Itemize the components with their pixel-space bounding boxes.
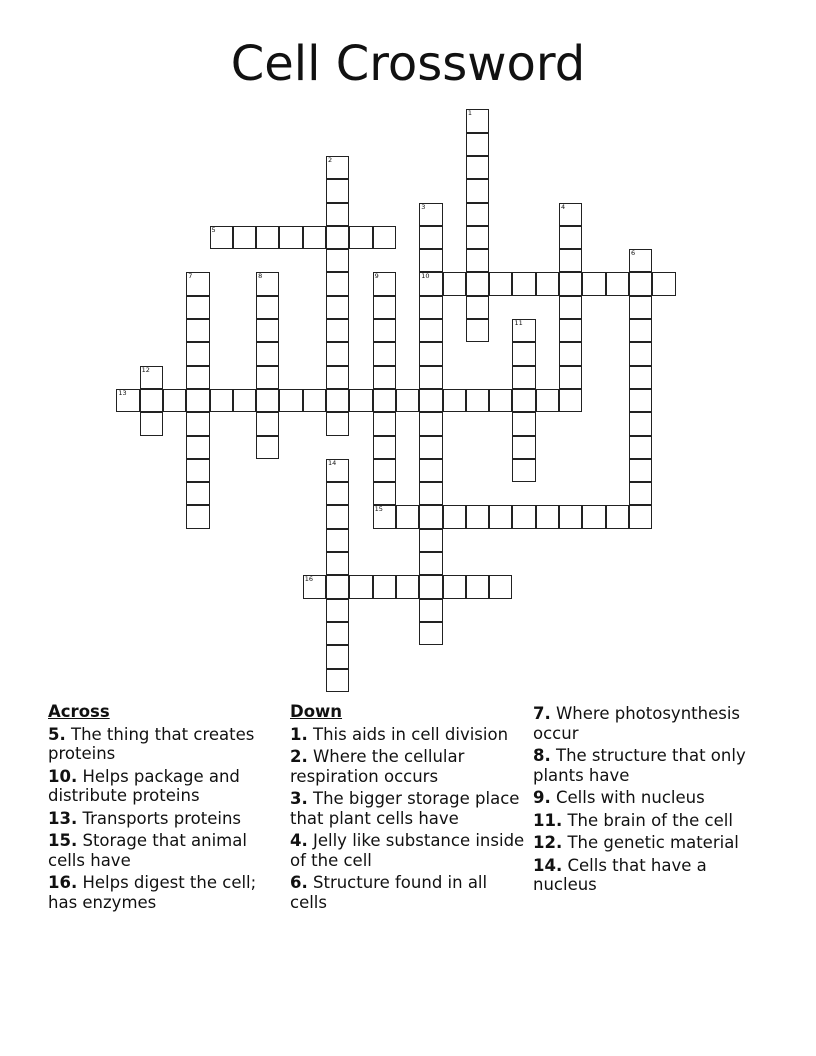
down-clue-14 — [533, 856, 768, 895]
grid-cell[interactable] — [629, 342, 652, 365]
clue-text: The bigger storage place that plant cells have — [290, 789, 520, 828]
grid-cell[interactable] — [140, 366, 163, 389]
grid-cell[interactable] — [326, 249, 349, 272]
grid-cell[interactable] — [326, 203, 349, 226]
grid-cell[interactable] — [419, 272, 442, 295]
clue-number: 14 — [328, 458, 337, 467]
clue-number: 5 — [211, 225, 216, 234]
clue-number: 12. — [533, 833, 563, 852]
grid-cell[interactable] — [186, 296, 209, 319]
grid-cell[interactable] — [349, 575, 372, 598]
grid-cell[interactable] — [233, 226, 256, 249]
clue-number: 10 — [421, 272, 430, 281]
grid-cell[interactable] — [512, 366, 535, 389]
grid-cell[interactable] — [419, 389, 442, 412]
grid-cell[interactable] — [349, 389, 372, 412]
grid-cell[interactable] — [186, 412, 209, 435]
clue-number: 6 — [630, 249, 636, 258]
grid-cell[interactable] — [629, 319, 652, 342]
down-clue-2 — [290, 747, 525, 786]
clue-number: 13 — [118, 388, 127, 397]
grid-cell[interactable] — [629, 412, 652, 435]
grid-cell[interactable] — [466, 296, 489, 319]
grid-cell[interactable] — [186, 366, 209, 389]
grid-cell[interactable] — [186, 389, 209, 412]
clue-text: Structure found in all cells — [290, 873, 488, 912]
clue-number: 7 — [188, 272, 193, 281]
grid-cell[interactable] — [186, 482, 209, 505]
grid-cell[interactable] — [303, 226, 326, 249]
grid-cell[interactable] — [419, 366, 442, 389]
grid-cell[interactable] — [466, 389, 489, 412]
grid-cell[interactable] — [116, 389, 139, 412]
grid-cell[interactable] — [326, 575, 349, 598]
clue-number: 15 — [374, 505, 383, 514]
grid-cell[interactable] — [443, 272, 466, 295]
grid-cell[interactable] — [326, 529, 349, 552]
down-clue-8 — [533, 746, 768, 785]
grid-cell[interactable] — [326, 645, 349, 668]
grid-cell[interactable] — [326, 412, 349, 435]
grid-cell[interactable] — [419, 622, 442, 645]
grid-cell[interactable] — [396, 575, 419, 598]
grid-cell[interactable] — [373, 459, 396, 482]
clue-text: Where the cellular respiration occurs — [290, 747, 465, 786]
grid-cell[interactable] — [559, 366, 582, 389]
grid-cell[interactable] — [559, 226, 582, 249]
grid-cell[interactable] — [186, 436, 209, 459]
grid-cell[interactable] — [373, 505, 396, 528]
grid-cell[interactable] — [279, 226, 302, 249]
down-clue-9 — [533, 788, 768, 808]
grid-cell[interactable] — [489, 505, 512, 528]
grid-cell[interactable] — [559, 203, 582, 226]
down-clue-6 — [290, 873, 525, 912]
clue-number: 1. — [290, 724, 308, 744]
grid-cell[interactable] — [559, 319, 582, 342]
clue-number: 16. — [48, 873, 78, 892]
grid-cell[interactable] — [373, 342, 396, 365]
clue-text: Helps digest the cell; has enzymes — [48, 873, 257, 912]
grid-cell[interactable] — [373, 272, 396, 295]
page-title: Cell Crossword — [230, 36, 586, 92]
grid-cell[interactable] — [466, 156, 489, 179]
grid-cell[interactable] — [466, 249, 489, 272]
grid-cell[interactable] — [419, 599, 442, 622]
down-clues-1 — [290, 702, 525, 915]
clue-number: 9 — [374, 272, 379, 281]
clue-text: The brain of the cell — [562, 810, 733, 830]
grid-cell[interactable] — [629, 249, 652, 272]
grid-cell[interactable] — [512, 342, 535, 365]
grid-cell[interactable] — [326, 389, 349, 412]
grid-cell[interactable] — [256, 296, 279, 319]
grid-cell[interactable] — [512, 389, 535, 412]
grid-cell[interactable] — [466, 272, 489, 295]
grid-cell[interactable] — [443, 389, 466, 412]
grid-cell[interactable] — [256, 319, 279, 342]
clue-text: Transports proteins — [77, 808, 241, 828]
grid-cell[interactable] — [140, 389, 163, 412]
grid-cell[interactable] — [466, 226, 489, 249]
grid-cell[interactable] — [326, 622, 349, 645]
grid-cell[interactable] — [559, 296, 582, 319]
clue-text: Cells that have a nucleus — [533, 855, 707, 894]
down-clue-1 — [290, 725, 525, 745]
grid-cell[interactable] — [419, 436, 442, 459]
clue-number: 2. — [290, 747, 308, 766]
grid-cell[interactable] — [652, 272, 675, 295]
grid-cell[interactable] — [606, 272, 629, 295]
grid-cell[interactable] — [373, 296, 396, 319]
grid-cell[interactable] — [419, 249, 442, 272]
grid-cell[interactable] — [466, 133, 489, 156]
grid-cell[interactable] — [163, 389, 186, 412]
clue-number: 13. — [48, 808, 78, 828]
down-clue-7 — [533, 704, 768, 743]
grid-cell[interactable] — [606, 505, 629, 528]
grid-cell[interactable] — [536, 389, 559, 412]
grid-cell[interactable] — [629, 389, 652, 412]
grid-cell[interactable] — [186, 319, 209, 342]
grid-cell[interactable] — [466, 179, 489, 202]
clue-number: 16 — [304, 575, 314, 584]
clue-number: 11. — [533, 810, 563, 830]
grid-cell[interactable] — [326, 179, 349, 202]
grid-cell[interactable] — [373, 366, 396, 389]
grid-cell[interactable] — [443, 575, 466, 598]
grid-cell[interactable] — [419, 296, 442, 319]
across-clues — [48, 702, 283, 915]
grid-cell[interactable] — [512, 272, 535, 295]
clue-number: 4. — [290, 831, 308, 850]
grid-cell[interactable] — [419, 319, 442, 342]
grid-cell[interactable] — [140, 412, 163, 435]
across-clue-15 — [48, 831, 283, 870]
grid-cell[interactable] — [512, 436, 535, 459]
grid-cell[interactable] — [419, 529, 442, 552]
grid-cell[interactable] — [373, 389, 396, 412]
grid-cell[interactable] — [629, 366, 652, 389]
grid-cell[interactable] — [256, 389, 279, 412]
clue-number: 9. — [533, 788, 551, 807]
grid-cell[interactable] — [629, 459, 652, 482]
grid-cell[interactable] — [512, 412, 535, 435]
clue-text: Cells with nucleus — [550, 788, 705, 807]
grid-cell[interactable] — [256, 366, 279, 389]
grid-cell[interactable] — [326, 226, 349, 249]
grid-cell[interactable] — [326, 482, 349, 505]
down-clue-11 — [533, 811, 768, 831]
across-clue-5 — [48, 725, 283, 764]
grid-cell[interactable] — [256, 272, 279, 295]
grid-cell[interactable] — [303, 575, 326, 598]
grid-cell[interactable] — [419, 412, 442, 435]
grid-cell[interactable] — [210, 389, 233, 412]
clue-number: 1 — [467, 109, 472, 118]
grid-cell[interactable] — [536, 505, 559, 528]
grid-cell[interactable] — [186, 272, 209, 295]
grid-cell[interactable] — [256, 226, 279, 249]
clue-text: Helps package and distribute proteins — [48, 766, 240, 805]
grid-cell[interactable] — [256, 412, 279, 435]
grid-cell[interactable] — [466, 505, 489, 528]
grid-cell[interactable] — [466, 575, 489, 598]
grid-cell[interactable] — [326, 552, 349, 575]
across-heading: Across — [48, 702, 110, 721]
grid-cell[interactable] — [256, 342, 279, 365]
across-clue-13 — [48, 809, 283, 829]
grid-cell[interactable] — [396, 505, 419, 528]
grid-cell[interactable] — [373, 436, 396, 459]
grid-cell[interactable] — [326, 342, 349, 365]
grid-cell[interactable] — [396, 389, 419, 412]
clue-number: 3 — [421, 202, 426, 211]
grid-cell[interactable] — [326, 505, 349, 528]
clue-number: 5. — [48, 724, 66, 744]
grid-cell[interactable] — [279, 389, 302, 412]
clue-text: Where photosynthesis occur — [533, 704, 741, 743]
grid-cell[interactable] — [559, 505, 582, 528]
down-clue-12 — [533, 833, 768, 853]
across-clue-16 — [48, 873, 283, 912]
grid-cell[interactable] — [186, 505, 209, 528]
grid-cell[interactable] — [629, 296, 652, 319]
grid-cell[interactable] — [419, 552, 442, 575]
grid-cell[interactable] — [373, 482, 396, 505]
grid-cell[interactable] — [210, 226, 233, 249]
clue-number: 4 — [561, 202, 566, 211]
clue-text: This aids in cell division — [307, 724, 509, 744]
clue-text: Storage that animal cells have — [48, 831, 247, 870]
clue-number: 10. — [48, 766, 78, 786]
clue-number: 8. — [533, 746, 551, 765]
clue-text: Jelly like substance inside of the cell — [290, 831, 525, 870]
across-clue-10 — [48, 767, 283, 806]
clue-text: The structure that only plants have — [533, 746, 746, 785]
grid-cell[interactable] — [466, 203, 489, 226]
grid-cell[interactable] — [186, 459, 209, 482]
grid-cell[interactable] — [489, 272, 512, 295]
grid-cell[interactable] — [233, 389, 256, 412]
grid-cell[interactable] — [466, 319, 489, 342]
clue-number: 14. — [533, 855, 563, 875]
grid-cell[interactable] — [582, 505, 605, 528]
down-clue-3 — [290, 789, 525, 828]
clue-text: The thing that creates proteins — [48, 724, 255, 763]
grid-cell[interactable] — [326, 296, 349, 319]
grid-cell[interactable] — [256, 436, 279, 459]
grid-cell[interactable] — [559, 249, 582, 272]
grid-cell[interactable] — [419, 342, 442, 365]
grid-cell[interactable] — [326, 272, 349, 295]
grid-cell[interactable] — [629, 505, 652, 528]
grid-cell[interactable] — [489, 575, 512, 598]
clue-number: 7. — [533, 704, 551, 723]
down-clues-2 — [533, 704, 768, 898]
grid-cell[interactable] — [512, 505, 535, 528]
grid-cell[interactable] — [559, 389, 582, 412]
grid-cell[interactable] — [512, 459, 535, 482]
clue-number: 3. — [290, 789, 308, 808]
grid-cell[interactable] — [373, 412, 396, 435]
clue-number: 15. — [48, 831, 78, 850]
grid-cell[interactable] — [326, 599, 349, 622]
grid-cell[interactable] — [559, 342, 582, 365]
clue-number: 11 — [514, 319, 523, 328]
clue-text: The genetic material — [562, 833, 739, 852]
grid-cell[interactable] — [419, 505, 442, 528]
grid-cell[interactable] — [419, 575, 442, 598]
grid-cell[interactable] — [629, 436, 652, 459]
grid-cell[interactable] — [536, 272, 559, 295]
clue-number: 2 — [328, 155, 333, 164]
grid-cell[interactable] — [303, 389, 326, 412]
grid-cell[interactable] — [466, 109, 489, 132]
grid-cell[interactable] — [326, 366, 349, 389]
grid-cell[interactable] — [419, 459, 442, 482]
grid-cell[interactable] — [373, 319, 396, 342]
grid-cell[interactable] — [443, 505, 466, 528]
grid-cell[interactable] — [326, 459, 349, 482]
down-clue-4 — [290, 831, 525, 870]
grid-cell[interactable] — [373, 226, 396, 249]
grid-cell[interactable] — [629, 482, 652, 505]
grid-cell[interactable] — [419, 203, 442, 226]
clue-number: 6. — [290, 873, 308, 892]
grid-cell[interactable] — [326, 156, 349, 179]
grid-cell[interactable] — [373, 575, 396, 598]
grid-cell[interactable] — [419, 226, 442, 249]
grid-cell[interactable] — [186, 342, 209, 365]
grid-cell[interactable] — [349, 226, 372, 249]
grid-cell[interactable] — [512, 319, 535, 342]
grid-cell[interactable] — [629, 272, 652, 295]
grid-cell[interactable] — [419, 482, 442, 505]
clue-number: 12 — [141, 365, 150, 374]
clue-number: 8 — [258, 272, 263, 281]
down-heading: Down — [290, 702, 343, 721]
grid-cell[interactable] — [326, 669, 349, 692]
grid-cell[interactable] — [489, 389, 512, 412]
grid-cell[interactable] — [582, 272, 605, 295]
grid-cell[interactable] — [559, 272, 582, 295]
grid-cell[interactable] — [326, 319, 349, 342]
